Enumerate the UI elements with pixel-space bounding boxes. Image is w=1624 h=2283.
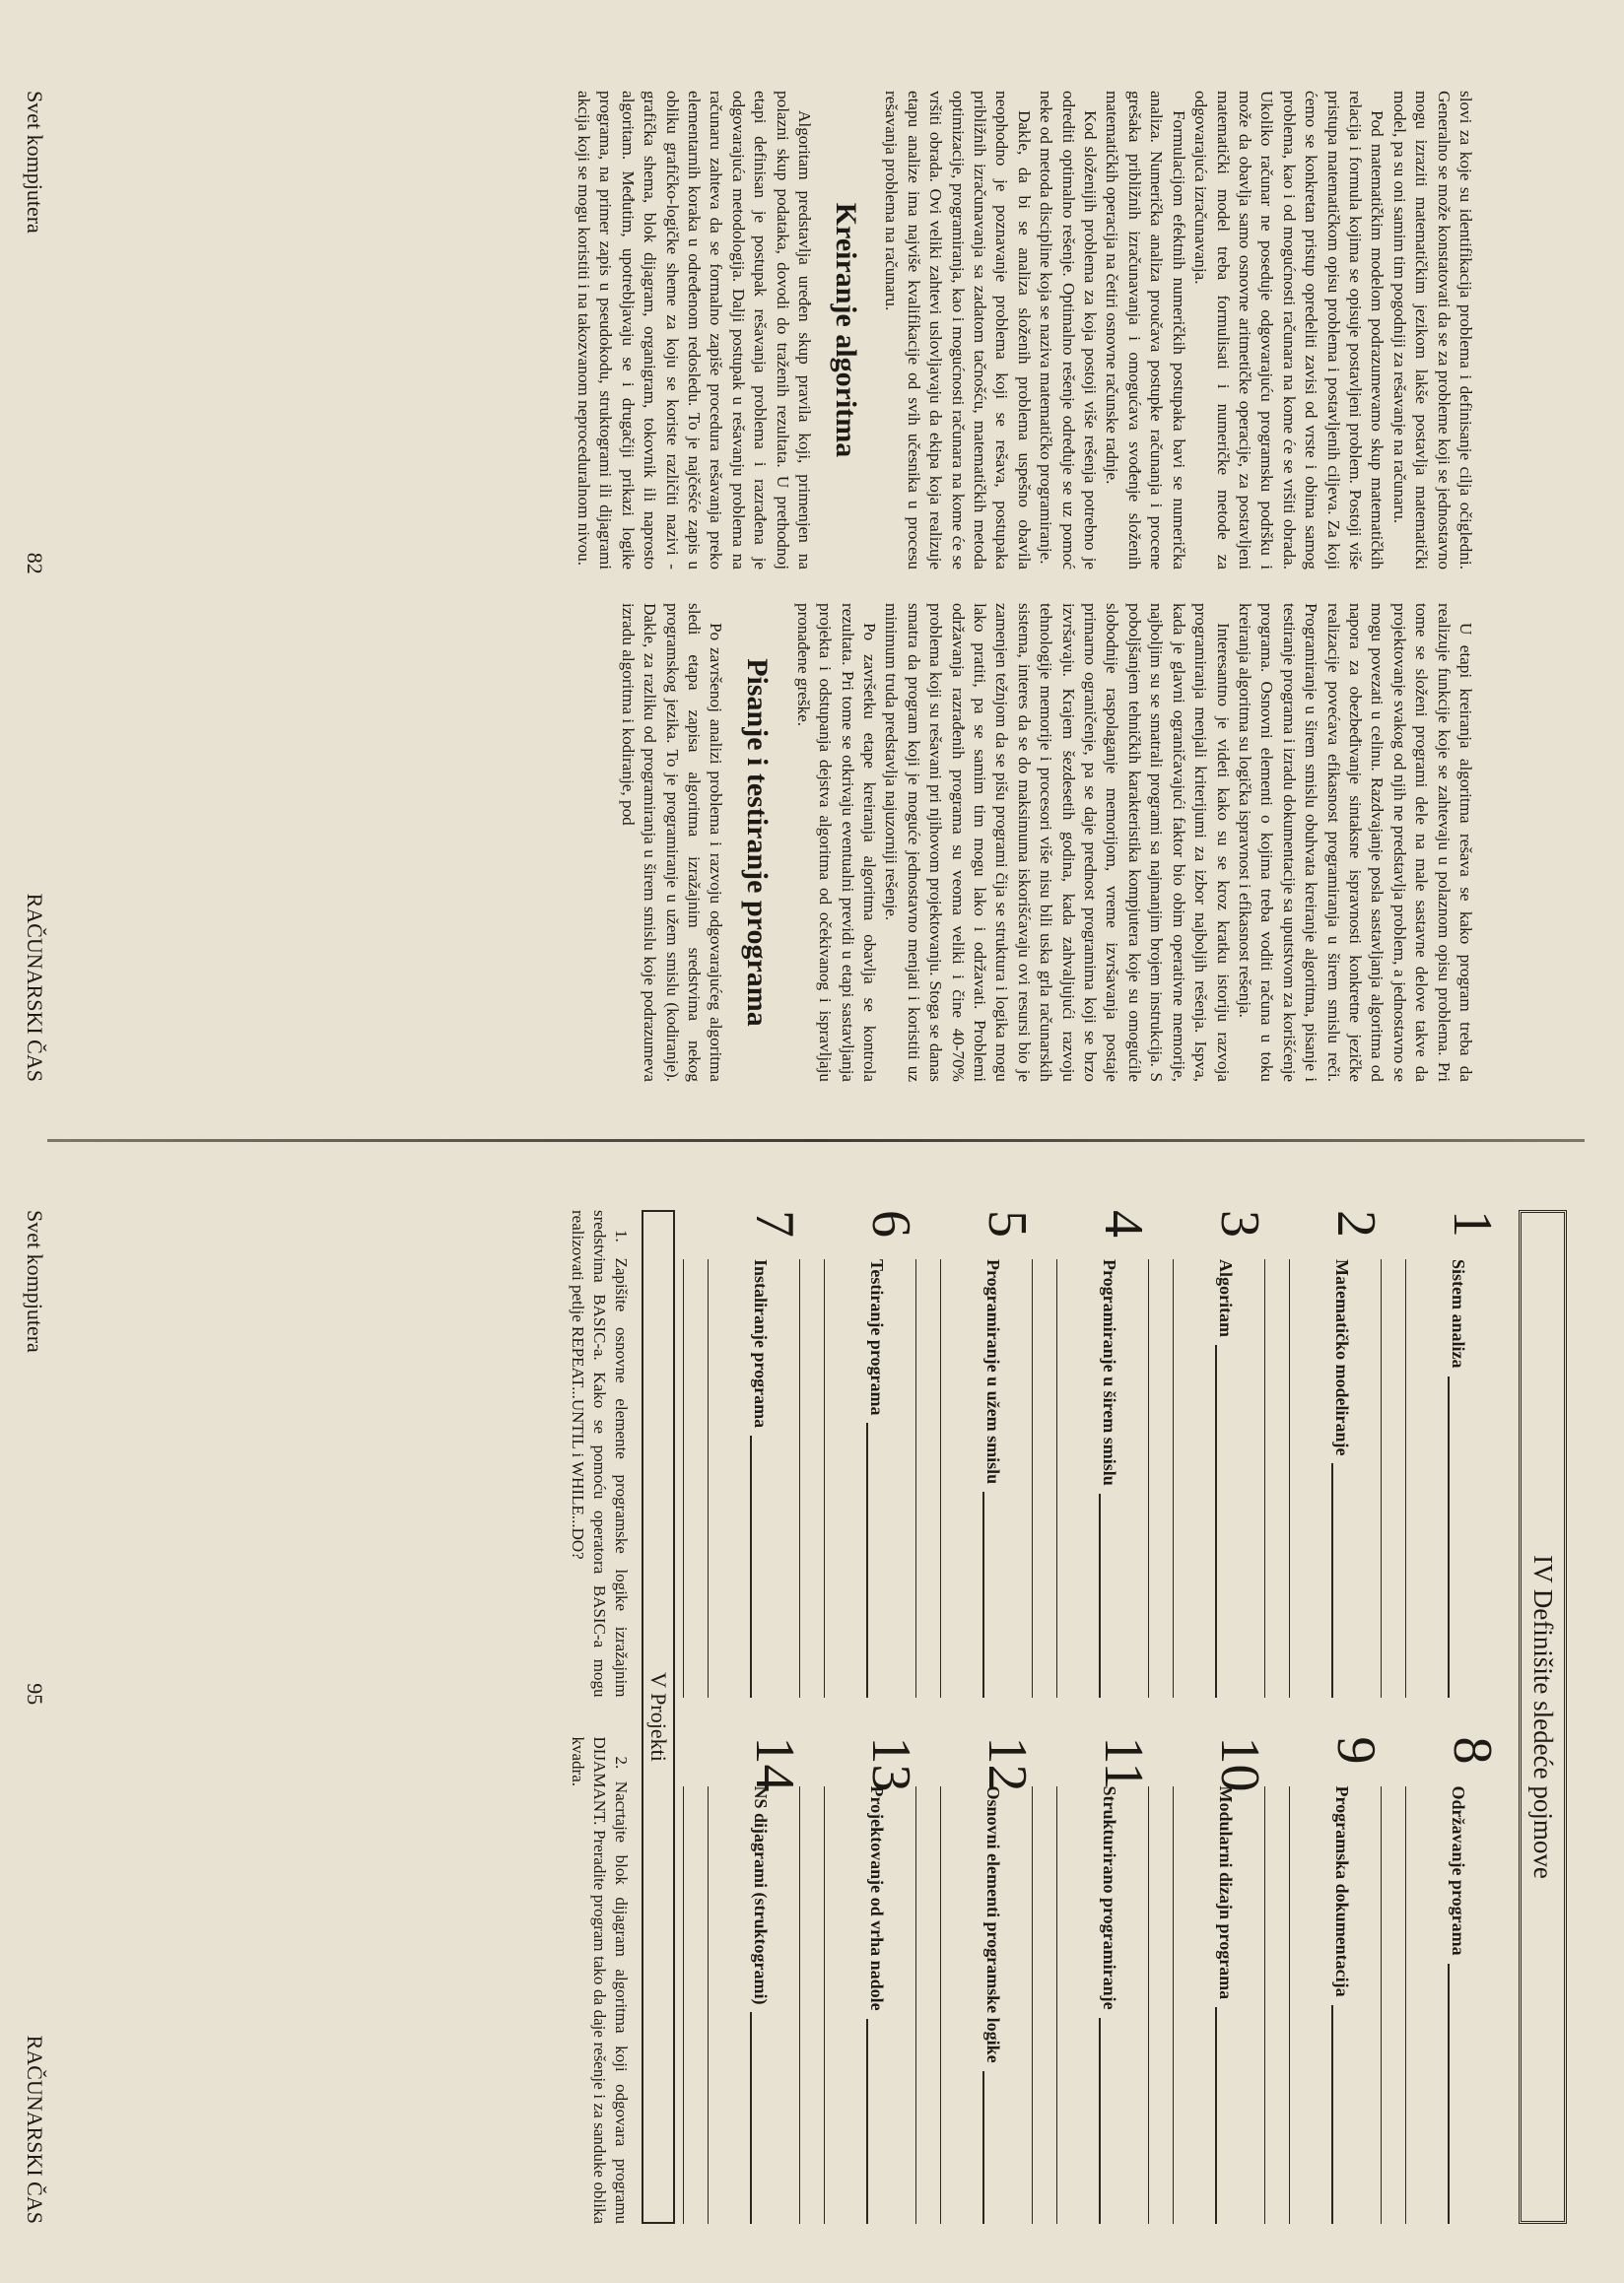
term-item: [1381, 1210, 1503, 1698]
answer-line[interactable]: [1099, 2018, 1102, 2224]
answer-line[interactable]: [940, 1259, 965, 1698]
answer-line[interactable]: [708, 1259, 732, 1698]
term-item: [1264, 1736, 1387, 2225]
answer-line[interactable]: [1173, 1786, 1197, 2225]
answer-line[interactable]: [750, 2012, 753, 2224]
answer-line[interactable]: [982, 2071, 985, 2224]
term-number: 11: [1093, 1736, 1154, 1790]
answer-line[interactable]: [799, 1786, 824, 2225]
projects-title: V Projekti: [642, 1210, 675, 2224]
answer-line[interactable]: [915, 1259, 940, 1698]
answer-line[interactable]: [1405, 1259, 1430, 1698]
footer-section: RAČUNARSKI ČAS: [23, 2035, 47, 2224]
answer-line[interactable]: [1264, 1259, 1289, 1698]
answer-line[interactable]: [1448, 1377, 1451, 1698]
term-label: Programska dokumentacija: [1332, 1785, 1352, 1997]
answer-line[interactable]: [1032, 1786, 1056, 2225]
page-number: 95: [23, 1683, 47, 1706]
answer-line[interactable]: [750, 1436, 753, 1697]
term-item: [1032, 1736, 1154, 2225]
term-label: Instaliranje programa: [751, 1259, 771, 1429]
answer-line[interactable]: [1032, 1259, 1056, 1698]
paragraph: slovi za koje su identifikacija problema i definisanje cilja očigledni. Generalno se može konstatovati da se za probleme koji se jednostavno mogu izraziti matematičkim jezikom lakše postavlja matematički model, pa su oni samim tim pogodniji za rešavanje na računaru.: [1389, 91, 1475, 570]
answer-line[interactable]: [1056, 1786, 1081, 2225]
footer-magazine: Svet kompjutera: [23, 91, 47, 234]
term-item: [1032, 1210, 1154, 1698]
project-2-text: 2. Nacrtajte blok dijagram algoritma koji odgovara programu DIJAMANT. Preradite program tako da daje rešenje i za sanduke oblika kvadra.: [569, 1736, 631, 2224]
answer-line[interactable]: [1215, 1345, 1218, 1698]
heading-pisanje-testiranje: Pisanje i testiranje programa: [741, 658, 775, 1027]
term-item: [915, 1210, 1038, 1698]
term-label: Projektovanje od vrha nadole: [867, 1785, 887, 2011]
section-title: IV Definišite sledeće pojmove: [1528, 1555, 1558, 1879]
term-label: Matematičko modeliranje: [1332, 1259, 1352, 1456]
paragraph: U etapi kreiranja algoritma rešava se kako program treba da realizuje funkcije koje se zahtevaju u polaznom opisu problema. Pri tome se složeni programi dele na male sastavne delove takve da projektovanje svakog od njih ne predstavlja problem, a jednostavno se mogu povezati u celinu. Razdvajanje posla sastavljanja algoritma od napora za obezbeđivanje sintaksne ispravnosti konkretne jezičke realizacije povećava efikasnost programiranja u širem smislu reči. Programiranje u širem smislu obuhvata kreiranje algoritma, pisanje i testiranje programa i izradu dokumentacije sa uputstvom za korišćenje programa. Osnovni elementi o kojima treba voditi računa u toku kreiranja algoritma su logička ispravnost i efikasnost rešenja.: [1235, 603, 1475, 1082]
paragraph: Po završenoj analizi problema i razvoju odgovarajućeg algoritma sledi etapa zapisa algoritma izražajnim sredstvima nekog programskog jezika. To je programiranje u užem smislu (kodiranje). Dakle, za razliku od programiranja u širem smislu koje podrazumeva izradu algoritma i kodiranje, pod: [618, 603, 726, 1082]
term-label: Testiranje programa: [867, 1259, 887, 1416]
term-number: 2: [1325, 1210, 1387, 1238]
left-page: [0, 0, 1624, 1141]
left-column-2: [573, 603, 1476, 1082]
answer-line[interactable]: [683, 1259, 708, 1698]
answer-line[interactable]: [915, 1786, 940, 2225]
right-page: [0, 1141, 1624, 2283]
paragraph: Interesantno je videti kako su se kroz kratku istoriju razvoja programiranja menjali kriterijumi za izbor najboljih rešenja. Ispva, kada je glavni ograničavajući faktor bio obim operativne memorije, najboljim su se smatrali programi sa najmanjim brojem instrukcija. S poboljšanjem tehničkih karakteristika kompjutera koje su omogućile slobodnije raspolaganje memorijom, vreme izvršavanja postaje primarno ograničenje, pa se daje prednost programima koji se brzo izvršavaju. Krajem šezdesetih godina, kada zahvaljujući razvoju tehnologije memorije i procesori više nisu bili uska grla računarskih sistema, interes da se do maksimuma iskorišćavaju ovi resursi bio je zamenjen težnjom da se pišu programi čija se struktura i logika mogu lako pratiti, pa se samim tim mogu lako i održavati. Problemi održavanja razrađenih programa su veoma veliki i čine 40-70% problema koji su rešavani pri njihovom projektovanju. Stoga se danas smatra da program koji je moguće jednostavno menjati i koristiti uz minimum truda predstavlja najuzorniji rešenje.: [882, 603, 1233, 1082]
answer-line[interactable]: [1289, 1786, 1314, 2225]
answer-line[interactable]: [708, 1786, 732, 2225]
term-item: [683, 1210, 805, 1698]
term-label: Osnovni elementi programske logike: [983, 1785, 1003, 2063]
footer-section: RAČUNARSKI ČAS: [23, 893, 47, 1082]
answer-line[interactable]: [1056, 1259, 1081, 1698]
paragraph: Algoritam predstavlja uređen skup pravila koji, primenjen na polazni skup podataka, dovodi do traženih rezultata. U prethodnoj etapi definisan je postupak rešavanja problema i razrađena je odgovarajuća metodologija. Dalji postupak u rešavanju problema na računaru zahteva da se formalno zapiše procedura rešavanja preko elementarnih koraka u određenom redosledu. To je najčešće zapis u obliku grafičko-logičke sheme za koju se koriste različiti nazivi - grafička shema, blok dijagram, organigram, tokovnik ili naprosto algoritam. Međutim, upotrebljavaju se i drugačiji prikazi logike programa, na primer zapis u pseudokodu, struktogrami ili dijagrami akcija koji se mogu koristiti i na takozvanom neproceduralnom nivou.: [574, 91, 815, 570]
term-item: [1148, 1210, 1270, 1698]
term-number: 12: [977, 1736, 1038, 1792]
term-label: NS dijagrami (struktogrami): [751, 1785, 771, 2005]
answer-line[interactable]: [1148, 1259, 1173, 1698]
answer-line[interactable]: [1173, 1259, 1197, 1698]
term-number: 14: [744, 1736, 805, 1792]
term-number: 8: [1442, 1736, 1503, 1765]
term-number: 1: [1442, 1210, 1503, 1238]
answer-line[interactable]: [1148, 1786, 1173, 2225]
term-item: [1148, 1736, 1270, 2225]
paragraph: Dakle, da bi se analiza složenih problema uspešno obavila neophodno je poznavanje problema koji se rešava, postupaka približnih izračunavanja sa zadatom tačnošću, matematičkih metoda optimizacije, programiranja, kao i mogućnosti računara na kome će se vršiti obrada. Ovi veliki zahtevi uslovljavaju da ekipa koja realizuje etapu analize ima najviše kvalifikacije od svih učesnika u procesu rešavanja problema na računaru.: [882, 91, 1034, 570]
footer-magazine: Svet kompjutera: [23, 1210, 47, 1353]
page-number: 82: [23, 552, 47, 574]
page-footer: [22, 1141, 47, 2283]
term-label: Održavanje programa: [1449, 1785, 1468, 1956]
heading-kreiranje-algoritma: Kreiranje algoritma: [830, 202, 863, 458]
projects-section: [567, 1210, 675, 2224]
paragraph: Pod matematičkim modelom podrazumevamo skup matematičkih relacija i formula kojima se opisuje postavljeni problem. Postoji više pristupa matematičkom opisu problema i postavljenih ciljeva. Za koji ćemo se konkretan pristup opredeliti zavisi od vrste i obima samog problema, kao i od mogućnosti računara na kome će se vršiti obrada. Ukoliko računar ne poseduje odgovarajuću programsku podršku i može da obavlja samo osnovne aritmetičke operacije, za postavljeni matematički model treba formulisati i numeričke metode za odgovarajuća izračunavanja.: [1191, 91, 1387, 570]
term-item: [1264, 1210, 1387, 1698]
page-footer: [22, 0, 47, 1141]
term-label: Sistem analiza: [1449, 1259, 1468, 1369]
paragraph: Po završetku etape kreiranja algoritma obavlja se kontrola rezultata. Pri tome se otkrivaju eventualni previdi u etapi sastavljanja projekta i odstupanja dejstva algoritma od očekivanog i ispravljaju pronađene greške.: [793, 603, 880, 1082]
answer-line[interactable]: [1381, 1786, 1405, 2225]
term-number: 5: [977, 1210, 1038, 1238]
answer-line[interactable]: [683, 1786, 708, 2225]
term-number: 9: [1325, 1736, 1387, 1765]
term-number: 4: [1093, 1210, 1154, 1238]
term-item: [799, 1736, 921, 2225]
term-label: Modularni dizajn programa: [1216, 1785, 1236, 2000]
answer-line[interactable]: [982, 1492, 985, 1697]
answer-line[interactable]: [824, 1786, 848, 2225]
answer-line[interactable]: [940, 1786, 965, 2225]
term-number: 10: [1209, 1736, 1270, 1792]
section-title-box: [1519, 1210, 1567, 2224]
project-1-text: 1. Zapišite osnovne elemente programske logike izražajnim sredstvima BASIC-a. Kako se pomoću operatora BASIC-a mogu realizovati petlje REPEAT...UNTIL i WHILE...DO?: [569, 1210, 631, 1698]
term-label: Strukturirano programiranje: [1100, 1785, 1119, 2010]
paragraph: Kod složenijih problema za koja postoji više rešenja potrebno je odrediti optimalno rešenje. Optimalno rešenje određuje se uz pomoć neke od metoda discipline koja se naziva matematičko programiranje.: [1037, 91, 1101, 570]
answer-line[interactable]: [1405, 1786, 1430, 2225]
answer-line[interactable]: [1264, 1786, 1289, 2225]
terms-grid: [683, 1210, 1503, 2224]
answer-line[interactable]: [799, 1259, 824, 1698]
answer-line[interactable]: [1289, 1259, 1314, 1698]
answer-line[interactable]: [1331, 1463, 1334, 1697]
answer-line[interactable]: [1448, 1964, 1451, 2224]
term-item: [915, 1736, 1038, 2225]
answer-line[interactable]: [866, 1423, 869, 1697]
term-number: 7: [744, 1210, 805, 1238]
answer-line[interactable]: [1331, 2005, 1334, 2224]
term-label: Algoritam: [1216, 1259, 1236, 1337]
answer-line[interactable]: [824, 1259, 848, 1698]
answer-line[interactable]: [1099, 1494, 1102, 1698]
term-item: [683, 1736, 805, 2225]
term-label: Programiranje u širem smislu: [1100, 1259, 1119, 1486]
term-number: 6: [860, 1210, 921, 1238]
term-label: Programiranje u užem smislu: [983, 1259, 1003, 1485]
answer-line[interactable]: [866, 2019, 869, 2224]
term-item: [799, 1210, 921, 1698]
term-item: [1381, 1736, 1503, 2225]
terms-column-left: [683, 1210, 1503, 1698]
term-number: 3: [1209, 1210, 1270, 1238]
terms-column-right: [683, 1736, 1503, 2225]
answer-line[interactable]: [1381, 1259, 1405, 1698]
paragraph: Formulacijom efektnih numeričkih postupaka bavi se numerička analiza. Numerička analiza proučava postupke računanja i procene grešaka približnih izračunavanja i omogućava svođenje složenih matematičkih operacija na četiri osnovne računske radnje.: [1103, 91, 1188, 570]
left-column-1: [573, 91, 1476, 570]
term-number: 13: [860, 1736, 921, 1792]
answer-line[interactable]: [1215, 2007, 1218, 2224]
